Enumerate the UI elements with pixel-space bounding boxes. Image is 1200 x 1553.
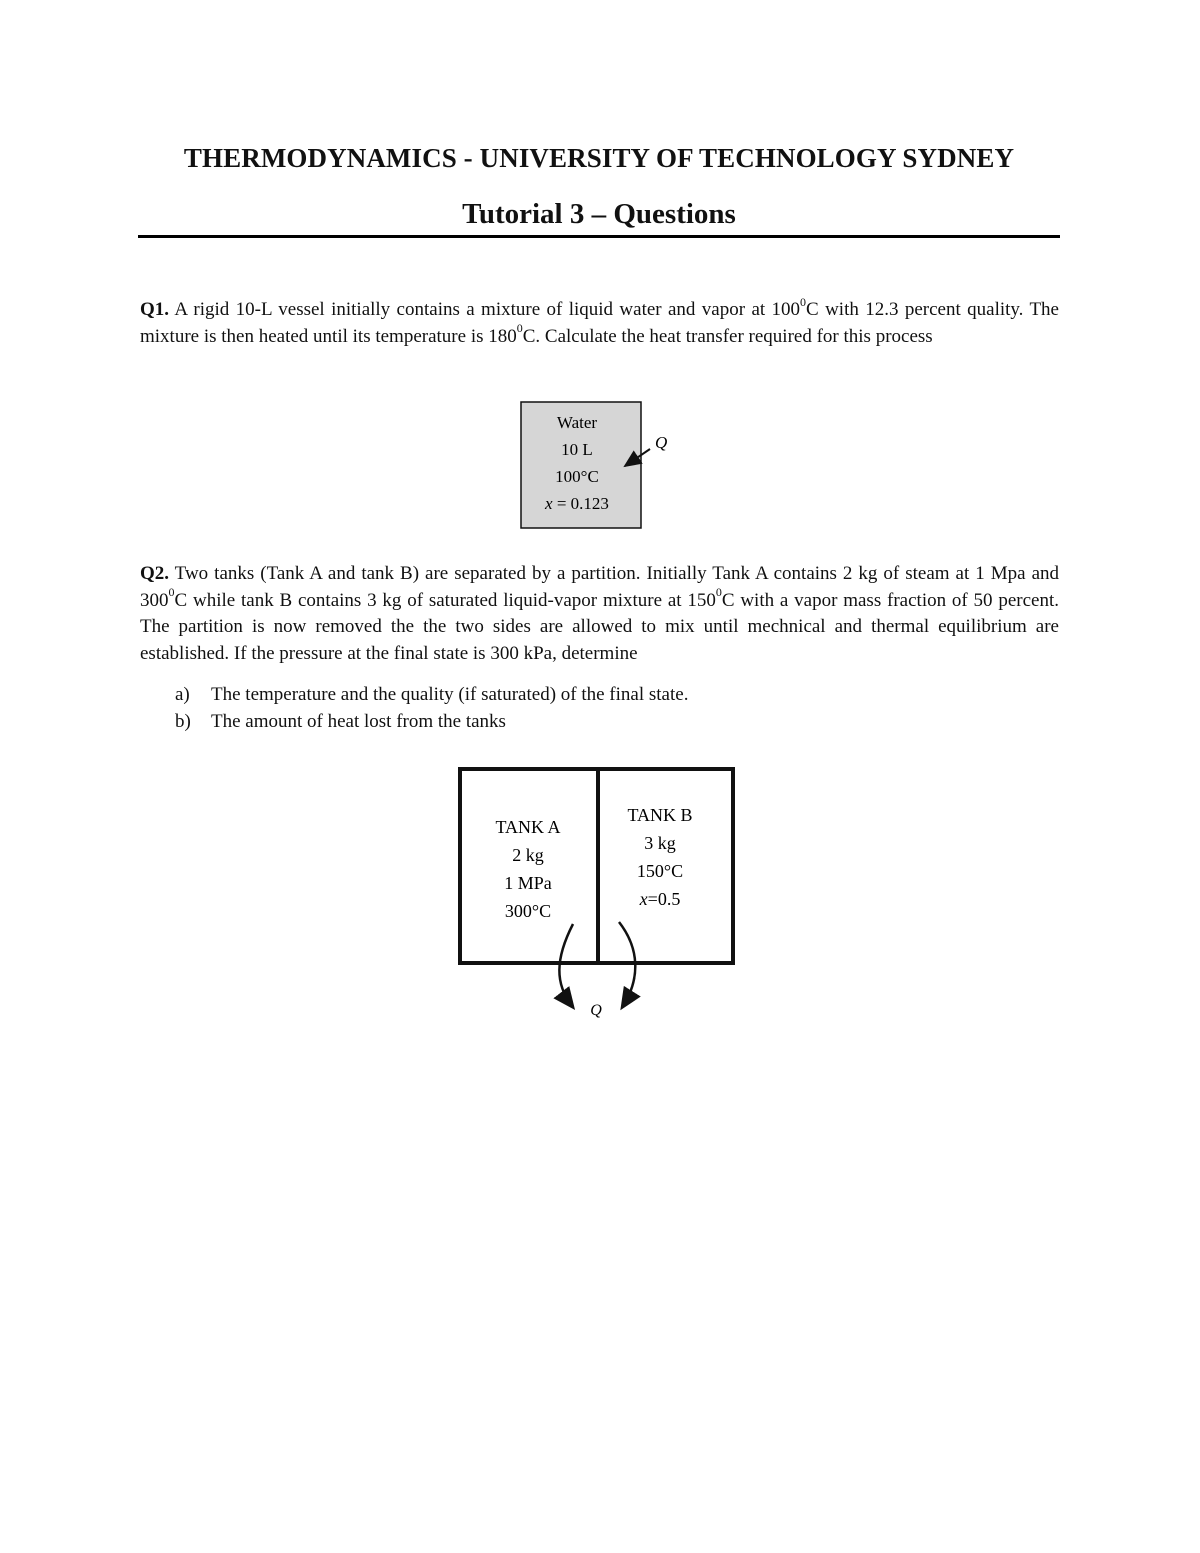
question-2-text-part-a: Two tanks (Tank A and tank B) are separated by a partition. Initially Tank A contains 2 kg of steam at 1 Mpa and 300 (140, 563, 1059, 611)
tank-b-title: TANK B (627, 805, 693, 825)
list-item-text: The temperature and the quality (if saturated) of the final state. (211, 684, 689, 705)
tutorial-title: Tutorial 3 – Questions (462, 198, 736, 230)
list-item (175, 708, 688, 735)
vessel-diagram (515, 398, 680, 532)
two-tank-diagram (455, 764, 740, 1024)
vessel-volume-label: 10 L (561, 440, 593, 459)
tank-a-temperature: 300°C (504, 901, 552, 921)
page-header (138, 140, 1060, 232)
vessel-quality-label: x = 0.123 (545, 494, 609, 513)
degree-superscript: 0 (800, 294, 807, 309)
list-item (175, 681, 688, 708)
list-marker: a) (175, 684, 190, 705)
tank-a-mass: 2 kg (512, 845, 544, 865)
course-title: THERMODYNAMICS - UNIVERSITY OF TECHNOLOGY SYDNEY (183, 143, 1015, 173)
list-item-text: The amount of heat lost from the tanks (211, 711, 506, 732)
question-2-number: Q2. (140, 563, 170, 584)
question-2 (140, 561, 1059, 667)
vessel-substance-label: Water (556, 413, 598, 432)
tank-a-pressure: 1 MPa (504, 873, 552, 893)
vessel-temperature-label: 100°C (555, 467, 599, 486)
question-1-number: Q1. (140, 299, 170, 320)
tank-b-temperature: 150°C (636, 861, 684, 881)
question-2-text-part-b: C while tank B contains 3 kg of saturated liquid-vapor mixture at 150 (174, 589, 716, 611)
question-2-parts (175, 681, 688, 735)
tank-a-title: TANK A (495, 817, 561, 837)
degree-superscript: 0 (168, 585, 175, 600)
tank-b-mass: 3 kg (644, 833, 676, 853)
question-1-text-part-b: C with 12.3 percent quality. The mixture is then heated until its temperature is 180 (140, 299, 1059, 347)
tank-b-quality: x=0.5 (639, 889, 681, 909)
question-1-text-part-a: A rigid 10-L vessel initially contains a mixture of liquid water and vapor at 100 (169, 299, 801, 320)
heat-label: Q (655, 433, 668, 452)
question-1 (140, 294, 1059, 350)
question-2-text-part-c: C with a vapor mass fraction of 50 percent. The partition is now removed the the two sides are allowed to mix until mechnical and thermal equilibrium are established. If the pressure at the final state is 300 kPa, determine (140, 589, 1059, 664)
degree-superscript: 0 (516, 321, 523, 336)
heat-label: Q (590, 1002, 602, 1019)
list-marker: b) (175, 711, 191, 732)
question-1-text-part-c: C. Calculate the heat transfer required for this process (522, 325, 933, 347)
degree-superscript: 0 (715, 585, 722, 600)
header-rule (138, 235, 1060, 238)
